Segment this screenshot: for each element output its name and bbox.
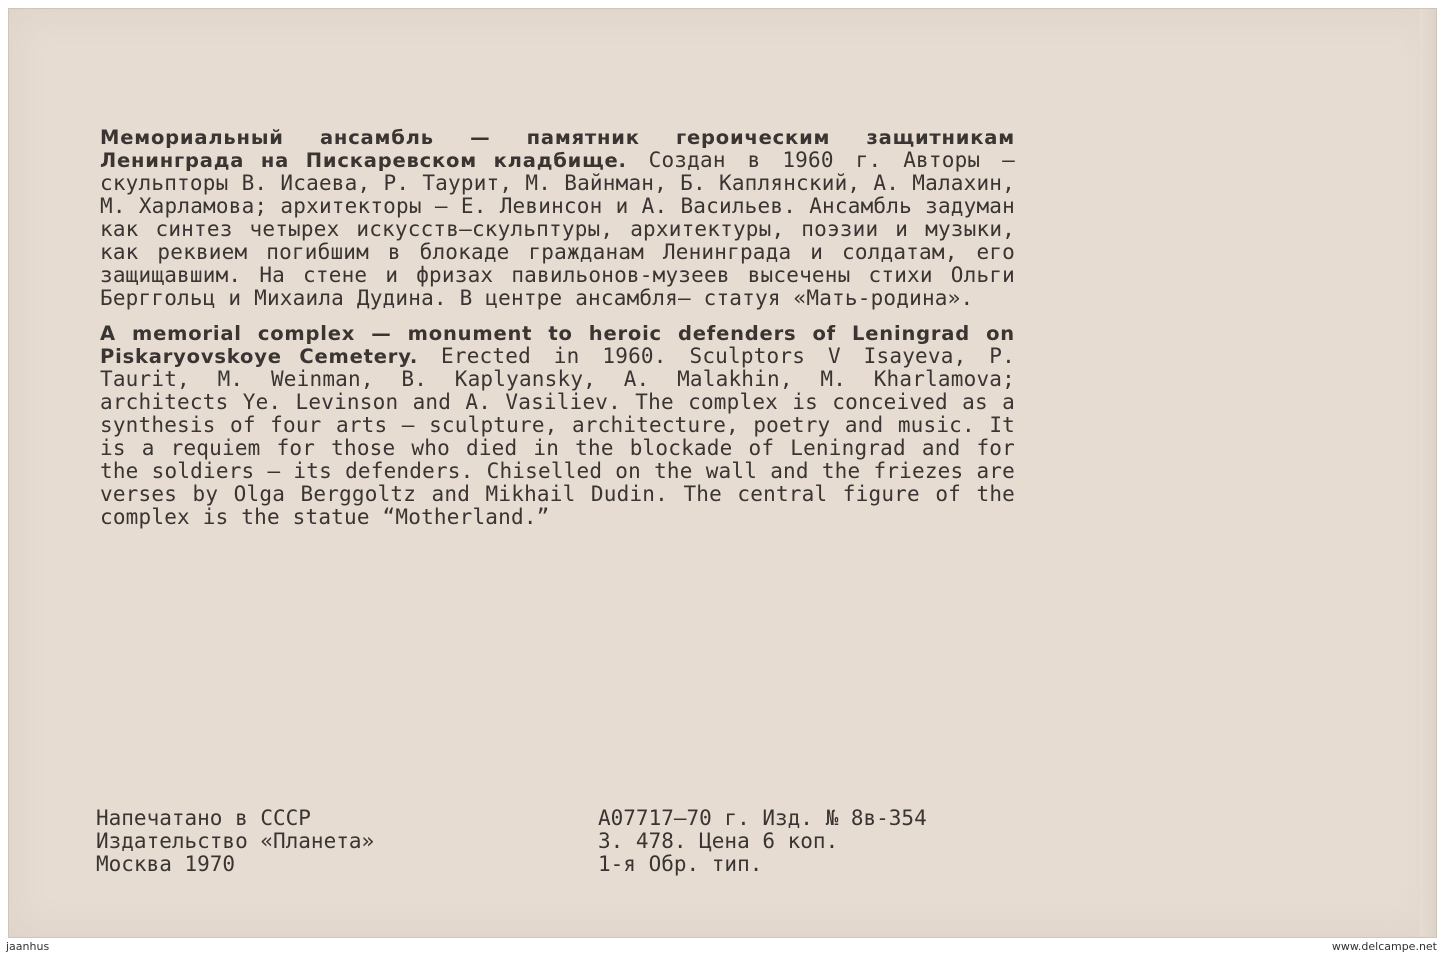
- english-description: [100, 322, 1015, 529]
- watermark-seller: jaanhus: [6, 940, 50, 953]
- imprint-publisher: [96, 807, 374, 876]
- imprint-edition-code: А07717—70 г. Изд. № 8в-354: [598, 806, 927, 830]
- postcard-back: [8, 8, 1437, 938]
- footer-watermarks: [0, 938, 1445, 955]
- card-edge: [1420, 9, 1436, 937]
- imprint-city-year: Москва 1970: [96, 852, 236, 876]
- imprint-printing-house: 1-я Обр. тип.: [598, 852, 763, 876]
- imprint-publisher-name: Издательство «Планета»: [96, 829, 375, 853]
- russian-body: Создан в 1960 г. Авторы — скульпторы В. Исаева, Р. Таурит, М. Вайнман, Б. Каплянский, А. Малахин, М. Харламова; архитекторы — Е. Левинсон и А. Васильев. Ансамбль задуман как синтез четырех искусств—скульптуры, архитектуры, поэзии и музыки, как реквием погибшим в блокаде гражданам Ленинграда и солдатам, его защищавшим. На стене и фризах павильонов-музеев высечены стихи Ольги Берггольц и Михаила Дудина. В центре ансамбля— статуя «Мать-родина».: [100, 148, 1016, 310]
- imprint-codes: [598, 807, 927, 876]
- russian-description: [100, 126, 1015, 310]
- imprint-printed-in: Напечатано в СССР: [96, 806, 311, 830]
- english-heading: A memorial complex — monument to heroic defenders of Leningrad on Piskaryovskoye Cemetery.: [100, 322, 1015, 368]
- description-block: [100, 126, 1015, 529]
- imprint-price: З. 478. Цена 6 коп.: [598, 829, 839, 853]
- russian-heading: Мемориальный ансамбль — памятник героическим защитникам Ленинграда на Пискаревском кладбище.: [100, 126, 1015, 172]
- watermark-site: www.delcampe.net: [1331, 940, 1437, 953]
- english-body: Erected in 1960. Sculptors V Isayeva, P. Taurit, M. Weinman, B. Kaplyansky, A. Malakhin, M. Kharlamova; architects Ye. Levinson and A. Vasiliev. The complex is conceived as a synthesis of four arts — sculpture, architecture, poetry and music. It is a requiem for those who died in the blockade of Leningrad and for the soldiers — its defenders. Chiselled on the wall and the friezes are verses by Olga Berggoltz and Mikhail Dudin. The central figure of the complex is the statue “Motherland.”: [100, 344, 1015, 529]
